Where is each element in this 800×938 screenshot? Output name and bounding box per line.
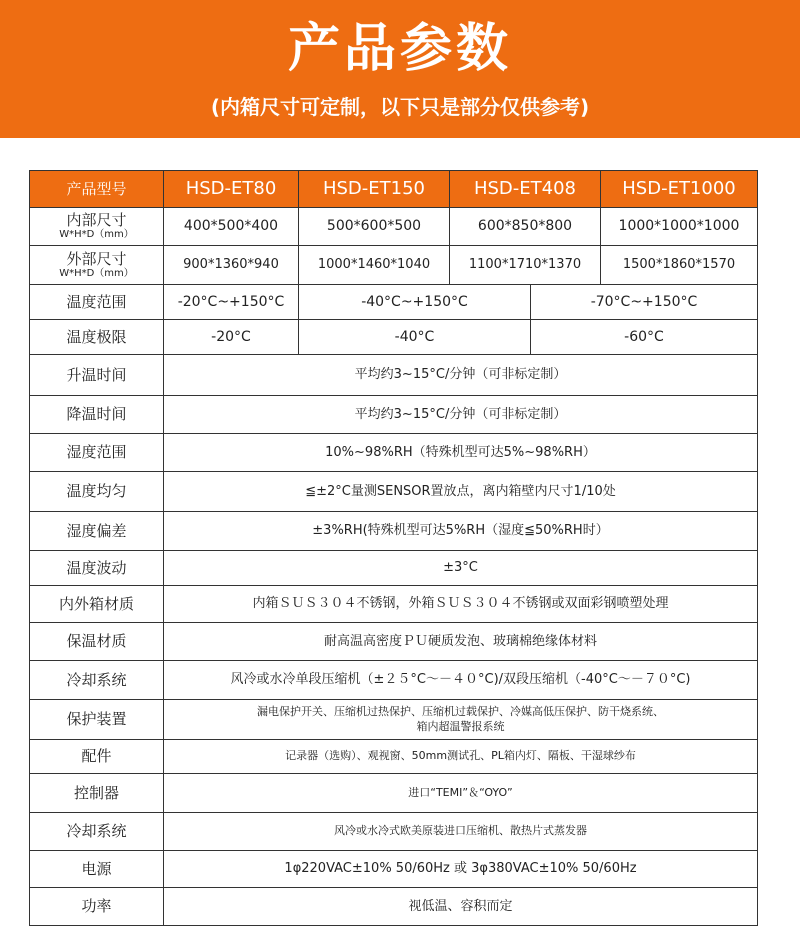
table-cell: 进口“TEMI”＆“OYO” — [164, 774, 758, 812]
table-row — [30, 472, 758, 512]
row-label: 电源 — [30, 851, 164, 887]
row-label-text: 外部尺寸 — [66, 249, 127, 268]
table-row — [30, 512, 758, 551]
table-cell: 400*500*400 — [164, 208, 299, 245]
table-row — [30, 285, 758, 320]
row-label: 温度波动 — [30, 551, 164, 585]
table-cell: 10%~98%RH（特殊机型可达5%~98%RH） — [164, 434, 758, 471]
row-label: 配件 — [30, 740, 164, 773]
table-row — [30, 396, 758, 434]
model-header: HSD-ET80 — [164, 171, 299, 207]
row-label: 温度范围 — [30, 285, 164, 319]
row-label: 降温时间 — [30, 396, 164, 433]
table-row — [30, 661, 758, 700]
table-cell: -40°C~+150°C — [299, 285, 531, 319]
table-row — [30, 700, 758, 740]
table-row — [30, 246, 758, 285]
table-cell-line: 漏电保护开关、压缩机过热保护、压缩机过载保护、冷媒高低压保护、防干烧系统、 — [257, 704, 664, 718]
table-cell: ±3°C — [164, 551, 758, 585]
header-label: 产品型号 — [30, 171, 164, 207]
table-row — [30, 813, 758, 851]
table-cell: -60°C — [531, 320, 758, 354]
table-row — [30, 551, 758, 586]
row-label — [30, 208, 164, 245]
table-row — [30, 434, 758, 472]
table-row — [30, 740, 758, 774]
table-row — [30, 888, 758, 926]
row-label: 保护装置 — [30, 700, 164, 739]
model-header: HSD-ET1000 — [601, 171, 758, 207]
table-cell: 风冷或水冷式欧美原装进口压缩机、散热片式蒸发器 — [164, 813, 758, 850]
row-label: 内外箱材质 — [30, 586, 164, 622]
row-label: 冷却系统 — [30, 661, 164, 699]
row-label: 温度均匀 — [30, 472, 164, 511]
table-cell: 900*1360*940 — [164, 246, 299, 284]
table-cell: -20°C — [164, 320, 299, 354]
table-cell: -40°C — [299, 320, 531, 354]
table-row — [30, 320, 758, 355]
table-row — [30, 851, 758, 888]
row-label: 升温时间 — [30, 355, 164, 395]
spec-table — [29, 170, 758, 926]
table-cell: 1φ220VAC±10% 50/60Hz 或 3φ380VAC±10% 50/60Hz — [164, 851, 758, 887]
table-cell: 风冷或水冷单段压缩机（±２５°C～－４０°C)/双段压缩机（-40°C～－７０°C) — [164, 661, 758, 699]
table-cell: 1100*1710*1370 — [450, 246, 601, 284]
table-cell: 记录器（选购）、观视窗、50mm测试孔、PL箱内灯、隔板、干湿球纱布 — [164, 740, 758, 773]
table-row — [30, 774, 758, 813]
model-header: HSD-ET408 — [450, 171, 601, 207]
model-header: HSD-ET150 — [299, 171, 450, 207]
table-cell — [164, 700, 758, 739]
table-cell: 耐高温高密度ＰＵ硬质发泡、玻璃棉绝缘体材料 — [164, 623, 758, 660]
table-cell-line: 箱内超温警报系统 — [416, 719, 505, 733]
header-banner — [0, 0, 800, 138]
table-cell: 视低温、容积而定 — [164, 888, 758, 925]
row-label-unit: W*H*D（mm） — [59, 229, 134, 240]
table-cell: 500*600*500 — [299, 208, 450, 245]
table-cell: ≦±2°C量测SENSOR置放点，离内箱壁内尺寸1/10处 — [164, 472, 758, 511]
table-cell: -20°C~+150°C — [164, 285, 299, 319]
table-row — [30, 623, 758, 661]
table-cell: ±3%RH(特殊机型可达5%RH（湿度≦50%RH时） — [164, 512, 758, 550]
row-label: 控制器 — [30, 774, 164, 812]
page-title: 产品参数 — [287, 19, 512, 79]
row-label: 湿度范围 — [30, 434, 164, 471]
table-cell: 1500*1860*1570 — [601, 246, 758, 284]
table-cell: 1000*1460*1040 — [299, 246, 450, 284]
table-cell: 内箱ＳＵＳ３０４不锈钢，外箱ＳＵＳ３０４不锈钢或双面彩钢喷塑处理 — [164, 586, 758, 622]
table-row — [30, 586, 758, 623]
row-label: 功率 — [30, 888, 164, 925]
page-subtitle: (内箱尺寸可定制，以下只是部分仅供参考) — [210, 95, 590, 119]
table-cell: 1000*1000*1000 — [601, 208, 758, 245]
table-cell: 平均约3~15°C/分钟（可非标定制） — [164, 396, 758, 433]
table-cell: 600*850*800 — [450, 208, 601, 245]
row-label: 温度极限 — [30, 320, 164, 354]
row-label: 保温材质 — [30, 623, 164, 660]
table-header-row — [30, 171, 758, 208]
row-label-unit: W*H*D（mm） — [59, 267, 134, 279]
table-cell: -70°C~+150°C — [531, 285, 758, 319]
table-row — [30, 355, 758, 396]
row-label — [30, 246, 164, 284]
row-label: 湿度偏差 — [30, 512, 164, 550]
row-label: 冷却系统 — [30, 813, 164, 850]
row-label-text: 内部尺寸 — [66, 211, 127, 229]
table-row — [30, 208, 758, 246]
table-cell: 平均约3~15°C/分钟（可非标定制） — [164, 355, 758, 395]
